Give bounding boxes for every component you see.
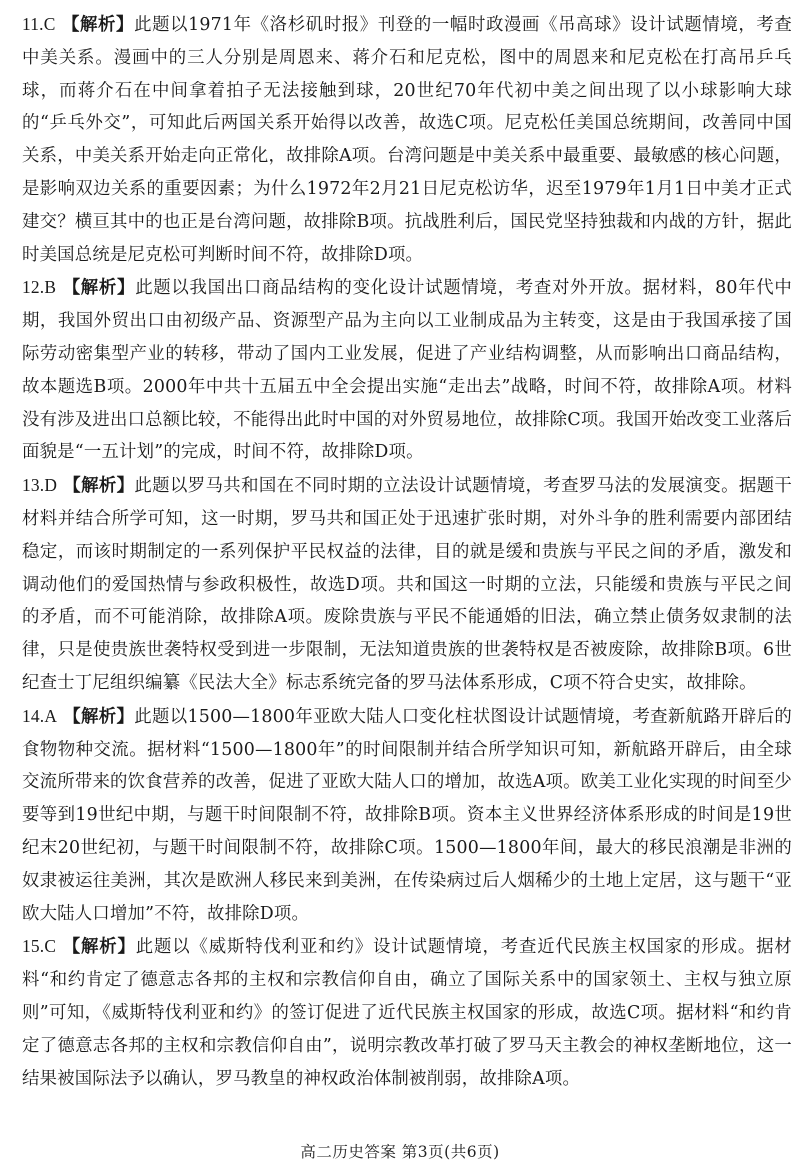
item-number: 13. bbox=[22, 475, 45, 496]
item-answer: C bbox=[43, 14, 56, 34]
answer-item-15 bbox=[22, 930, 792, 1095]
analysis-tag: 【解析】 bbox=[62, 278, 136, 299]
analysis-tag: 【解析】 bbox=[62, 937, 136, 958]
analysis-text: 此题以我国出口商品结构的变化设计试题情境，考查对外开放。据材料，80年代中期，我国外贸出口由初级产品、资源型产品为主向以工业制成品为主转变，这是由于我国承接了国际劳动密集型产业的转移，带动了国内工业发展，促进了产业结构调整，从而影响出口商品结构，故本题选B项。2000年中共十五届五中全会提出实施“走出去”战略，时间不符，故排除A项。材料没有涉及进出口总额比较，不能得出此时中国的对外贸易地位，故排除C项。我国开始改变工业落后面貌是“一五计划”的完成，时间不符，故排除D项。 bbox=[22, 278, 792, 463]
item-answer: A bbox=[44, 705, 58, 726]
item-number: 15. bbox=[22, 936, 45, 957]
item-answer: C bbox=[44, 936, 57, 957]
answer-item-14 bbox=[22, 700, 792, 931]
answer-item-13 bbox=[22, 469, 792, 700]
item-answer: B bbox=[44, 277, 57, 298]
item-answer: D bbox=[44, 475, 58, 496]
analysis-text: 此题以罗马共和国在不同时期的立法设计试题情境，考查罗马法的发展演变。据题干材料并结合所学可知，这一时期，罗马共和国正处于迅速扩张时期，对外斗争的胜利需要内部团结稳定，而该时期制定的一系列保护平民权益的法律，目的就是缓和贵族与平民之间的矛盾，激发和调动他们的爱国热情与参政积极性，故选D项。共和国这一时期的立法，只能缓和贵族与平民之间的矛盾，而不可能消除，故排除A项。废除贵族与平民不能通婚的旧法，确立禁止债务奴隶制的法律，只是使贵族世袭特权受到进一步限制，无法知道贵族的世袭特权是否被废除，故排除B项。6世纪查士丁尼组织编纂《民法大全》标志系统完备的罗马法体系形成，C项不符合史实，故排除。 bbox=[22, 476, 792, 693]
answer-item-11 bbox=[22, 8, 792, 271]
analysis-text: 此题以1971年《洛杉矶时报》刊登的一幅时政漫画《吊高球》设计试题情境，考查中美关系。漫画中的三人分别是周恩来、蒋介石和尼克松，图中的周恩来和尼克松在打高吊乒乓球，而蒋介石在中间拿着拍子无法接触到球，20世纪70年代初中美之间出现了以小球影响大球的“乒乓外交”，可知此后两国关系开始得以改善，故选C项。尼克松任美国总统期间，改善同中国关系，中美关系开始走向正常化，故排除A项。台湾问题是中美关系中最重要、最敏感的核心问题，是影响双边关系的重要因素；为什么1972年2月21日尼克松访华，迟至1979年1月1日中美才正式建交？横亘其中的也正是台湾问题，故排除B项。抗战胜利后，国民党坚持独裁和内战的方针，据此时美国总统是尼克松可判断时间不符，故排除D项。 bbox=[22, 15, 792, 265]
analysis-tag: 【解析】 bbox=[61, 15, 135, 35]
answer-item-12 bbox=[22, 271, 792, 469]
answer-list bbox=[22, 8, 792, 1095]
analysis-tag: 【解析】 bbox=[63, 476, 135, 497]
analysis-text: 此题以《威斯特伐利亚和约》设计试题情境，考查近代民族主权国家的形成。据材料“和约肯定了德意志各邦的主权和宗教信仰自由，确立了国际关系中的国家领土、主权与独立原则”可知，《威斯特伐利亚和约》的签订促进了近代民族主权国家的形成，故选C项。据材料“和约肯定了德意志各邦的主权和宗教信仰自由”，说明宗教改革打破了罗马天主教会的神权垄断地位，这一结果被国际法予以确认，罗马教皇的神权政治体制被削弱，故排除A项。 bbox=[22, 937, 792, 1089]
item-number: 12. bbox=[22, 277, 45, 298]
item-number: 11. bbox=[22, 14, 44, 34]
analysis-text: 此题以1500—1800年亚欧大陆人口变化柱状图设计试题情境，考查新航路开辟后的食物物种交流。据材料“1500—1800年”的时间限制并结合所学知识可知，新航路开辟后，由全球交流所带来的饮食营养的改善，促进了亚欧大陆人口的增加，故选A项。欧美工业化实现的时间至少要等到19世纪中期，与题干时间限制不符，故排除B项。资本主义世界经济体系形成的时间是19世纪末20世纪初，与题干时间限制不符，故排除C项。1500—1800年间，最大的移民浪潮是非洲的奴隶被运往美洲，其次是欧洲人移民来到美洲，在传染病过后人烟稀少的土地上定居，这与题干“亚欧大陆人口增加”不符，故排除D项。 bbox=[22, 706, 792, 924]
analysis-tag: 【解析】 bbox=[63, 706, 135, 727]
item-number: 14. bbox=[22, 705, 45, 726]
page-footer: 高二历史答案 第3页(共6页) bbox=[300, 1143, 500, 1161]
